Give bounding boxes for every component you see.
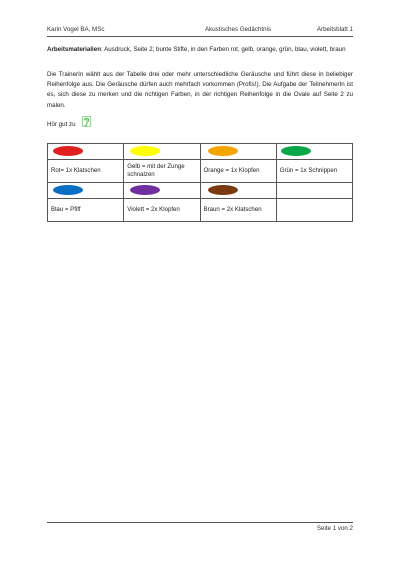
page-number: Seite 1 von 2 xyxy=(316,525,353,532)
label-brown: Braun = 2x Klatschen xyxy=(200,198,276,221)
materials-text: : Ausdruck, Seite 2; bunte Stifte, in den Farben rot, gelb, orange, grün, blau, violett, braun xyxy=(101,46,346,53)
table-row xyxy=(48,144,353,160)
table-cell xyxy=(48,182,124,198)
label-green: Grün = 1x Schnippen xyxy=(276,159,352,182)
ear-icon xyxy=(82,116,91,127)
header-author: Karin Vogel BA, MSc xyxy=(47,26,105,33)
table-cell xyxy=(200,182,276,198)
green-oval xyxy=(281,146,311,156)
table-cell xyxy=(124,144,200,160)
table-cell xyxy=(48,144,124,160)
table-cell xyxy=(276,144,352,160)
table-cell-empty xyxy=(276,182,352,198)
label-blue: Blau = Pfiff xyxy=(48,198,124,221)
red-oval xyxy=(53,146,83,156)
header-sheet: Arbeitsblatt 1 xyxy=(316,26,353,33)
color-sound-table xyxy=(47,143,353,222)
listen-text: Hör gut zu xyxy=(47,121,76,128)
table-row xyxy=(48,159,353,182)
page-header xyxy=(47,24,353,37)
materials-paragraph xyxy=(47,45,353,55)
label-orange: Orange = 1x Klopfen xyxy=(200,159,276,182)
blue-oval xyxy=(53,185,83,195)
label-violet: Violett = 2x Klopfen xyxy=(124,198,200,221)
orange-oval xyxy=(208,146,238,156)
label-red: Rot= 1x Klatschen xyxy=(48,159,124,182)
materials-label: Arbeitsmaterialien xyxy=(47,46,101,53)
instructions-paragraph: Die TrainerIn wählt aus der Tabelle drei oder mehr unterschiedliche Geräusche und führt diese in beliebiger Reihenfolge aus. Die Geräusche dürfen auch mehrfach vorkommen (Profis!). Die Aufgabe der TeilnehmerIn ist es, sich diese zu merken und die richtigen Farben, in der richtigen Reihenfolge in die Ovale auf Seite 2 zu malen. xyxy=(47,71,353,109)
yellow-oval xyxy=(130,146,160,156)
table-row xyxy=(48,182,353,198)
table-cell xyxy=(124,182,200,198)
page-footer xyxy=(47,522,353,534)
header-title: Akustisches Gedächtnis xyxy=(205,26,272,33)
violet-oval xyxy=(130,185,160,195)
table-row xyxy=(48,198,353,221)
table-cell xyxy=(200,144,276,160)
brown-oval xyxy=(208,185,238,195)
label-yellow: Gelb = mit der Zunge schnalzen xyxy=(124,159,200,182)
label-empty xyxy=(276,198,352,221)
